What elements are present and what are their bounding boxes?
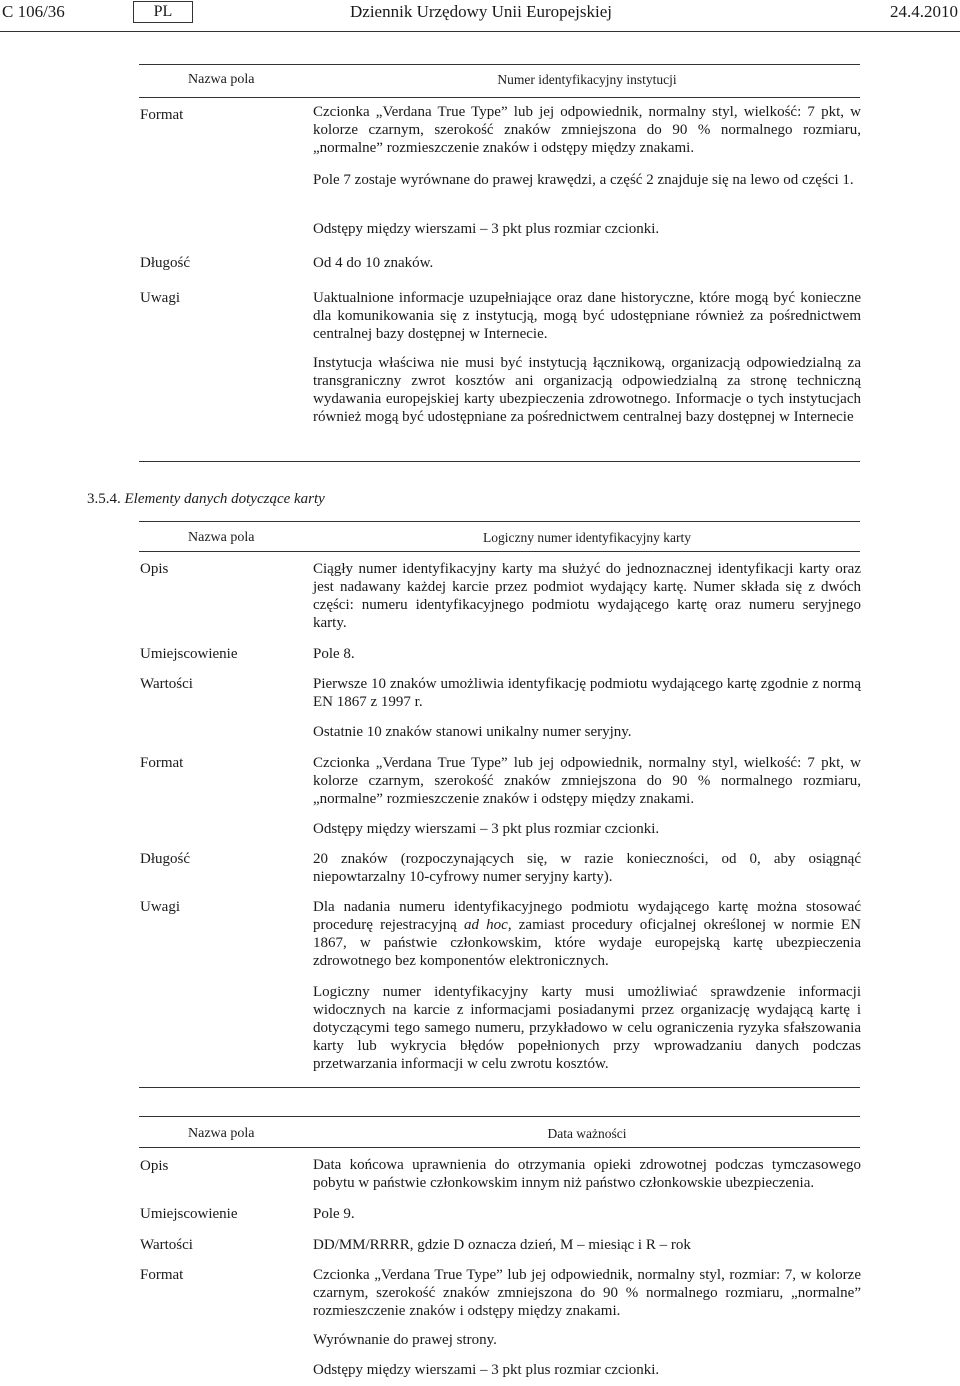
table2-format-text-2: Odstępy między wierszami – 3 pkt plus rozmiar czcionki.	[313, 821, 660, 837]
notes-text-part-a: Dla nadania numeru identyfikacyjnego podmiotu wydającego kartę można stosować procedurę rejestracyjną	[313, 899, 861, 933]
notes-text-italic: ad hoc	[463, 917, 508, 933]
table3-format-label: Format	[140, 1267, 184, 1283]
journal-title: Dziennik Urzędowy Unii Europejskiej	[350, 2, 613, 21]
header-divider	[0, 31, 960, 32]
table1-format-text-3: Odstępy między wierszami – 3 pkt plus rozmiar czcionki.	[313, 221, 660, 237]
table3-values-label: Wartości	[140, 1237, 193, 1253]
table1-format-text-2: Pole 7 zostaje wyrównane do prawej krawędzi, a część 2 znajduje się na lewo od części 1.	[313, 172, 854, 188]
table1-bottom-rule	[139, 461, 860, 462]
table1-format-label: Format	[140, 107, 184, 123]
table3-format-text-1: Czcionka „Verdana True Type” lub jej odpowiednik, normalny styl, rozmiar: 7, w kolorze czarnym, szerokość znaków zmniejszona do 90 % normalnego rozmiaru, „normalne” rozmieszczenie znaków i odstępy między znakami.	[313, 1267, 861, 1319]
table1-length-label: Długość	[140, 255, 190, 271]
table2-notes-label: Uwagi	[140, 899, 180, 915]
table2-format-label: Format	[140, 755, 184, 771]
table3-header-rule	[139, 1147, 860, 1148]
table1-notes-text-2: Instytucja właściwa nie musi być instytucją łącznikową, organizacją odpowiedzialną za transgraniczny zwrot kosztów ani organizacją odpowiedzialną za stronę techniczną wydawania europejskiej karty ubezpieczenia zdrowotnego. Informacje o tych instytucjach również mogą być udostępniane za pośrednictwem centralnej bazy dostępnej w Internecie	[313, 355, 861, 425]
table1-header-rule	[139, 97, 860, 98]
table3-top-rule	[139, 1116, 860, 1117]
table3-location-label: Umiejscowienie	[140, 1206, 238, 1222]
table2-notes-text-1	[313, 898, 861, 970]
section-number: 3.5.4.	[87, 491, 121, 507]
table1-notes-label: Uwagi	[140, 290, 180, 306]
table1-format-text-1: Czcionka „Verdana True Type” lub jej odpowiednik, normalny styl, wielkość: 7 pkt, w kolorze czarnym, szerokość znaków zmniejszona do 90 % normalnego rozmiaru, „normalne” rozmieszczenie znaków i odstępy między znakami.	[313, 104, 861, 156]
table3-col-name-header: Nazwa pola	[188, 1126, 255, 1141]
table2-length-value: 20 znaków (rozpoczynających się, w razie konieczności, od 0, aby osiągnąć niepowtarzalny 10-cyfrowy numer seryjny karty).	[313, 851, 861, 885]
table2-header-rule	[139, 551, 860, 552]
table3-format-text-2: Wyrównanie do prawej strony.	[313, 1332, 497, 1348]
page-header	[0, 0, 960, 30]
table1-length-value: Od 4 do 10 znaków.	[313, 255, 434, 271]
table3-description-value: Data końcowa uprawnienia do otrzymania opieki zdrowotnej podczas tymczasowego pobytu w państwie członkowskim innym niż państwo członkowskie ubezpieczenia.	[313, 1157, 861, 1191]
section-title: Elementy danych dotyczące karty	[124, 491, 325, 507]
table3-description-label: Opis	[140, 1158, 169, 1174]
publication-date: 24.4.2010	[890, 2, 958, 21]
table2-description-label: Opis	[140, 561, 169, 577]
table2-location-label: Umiejscowienie	[140, 646, 238, 662]
table2-col-name-header: Nazwa pola	[188, 530, 255, 545]
language-badge: PL	[133, 1, 193, 23]
table2-values-text-1: Pierwsze 10 znaków umożliwia identyfikację podmiotu wydającego kartę zgodnie z normą EN 1867 z 1997 r.	[313, 676, 861, 710]
table2-notes-text-2: Logiczny numer identyfikacyjny karty musi umożliwiać sprawdzenie informacji widocznych na karcie z informacjami posiadanymi przez organizację wydającą kartę i dotyczącymi tego samego numeru, przykładowo w celu ograniczenia ryzyka sfałszowania karty lub wykrycia błędów popełnionych przy wprowadzaniu danych podczas przetwarzania informacji w celu zwrotu kosztów.	[313, 984, 861, 1072]
table2-col-value-header: Logiczny numer identyfikacyjny karty	[482, 530, 692, 545]
table1-notes-text-1: Uaktualnione informacje uzupełniające oraz dane historyczne, które mogą być konieczne dla komunikowania się z instytucją, mogą być udostępniane również za pośrednictwem centralnej bazy dostępnej w Internecie.	[313, 290, 861, 342]
section-heading	[87, 490, 325, 508]
table1-col-name-header: Nazwa pola	[188, 72, 255, 87]
table2-location-value: Pole 8.	[313, 646, 355, 662]
notes-text-part-b: , zamiast procedury oficjalnej określonej w normie EN 1867, w państwie członkowskim, które wydaje europejską kartę ubezpieczenia zdrowotnego bez komponentów elektronicznych.	[313, 917, 861, 969]
table3-col-value-header: Data ważności	[547, 1126, 627, 1141]
table2-values-label: Wartości	[140, 676, 193, 692]
table1-top-rule	[139, 64, 860, 65]
page-reference: C 106/36	[2, 2, 65, 21]
table2-values-text-2: Ostatnie 10 znaków stanowi unikalny numer seryjny.	[313, 724, 632, 740]
table1-col-value-header: Numer identyfikacyjny instytucji	[497, 72, 677, 87]
table3-format-text-3: Odstępy między wierszami – 3 pkt plus rozmiar czcionki.	[313, 1362, 660, 1378]
table2-format-text-1: Czcionka „Verdana True Type” lub jej odpowiednik, normalny styl, wielkość: 7 pkt, w kolorze czarnym, szerokość znaków zmniejszona do 90 % normalnego rozmiaru, „normalne” rozmieszczenie znaków i odstępy między znakami.	[313, 755, 861, 807]
table2-bottom-rule	[139, 1087, 860, 1088]
table2-length-label: Długość	[140, 851, 190, 867]
table3-values-value: DD/MM/RRRR, gdzie D oznacza dzień, M – miesiąc i R – rok	[313, 1237, 691, 1253]
table3-location-value: Pole 9.	[313, 1206, 355, 1222]
table2-top-rule	[139, 521, 860, 522]
table2-description-value: Ciągły numer identyfikacyjny karty ma służyć do jednoznacznej identyfikacji karty oraz jest nadawany każdej karcie przez podmiot wydający kartę. Numer składa się z dwóch części: numeru identyfikacyjnego podmiotu wydającego kartę oraz numeru seryjnego karty.	[313, 561, 861, 631]
